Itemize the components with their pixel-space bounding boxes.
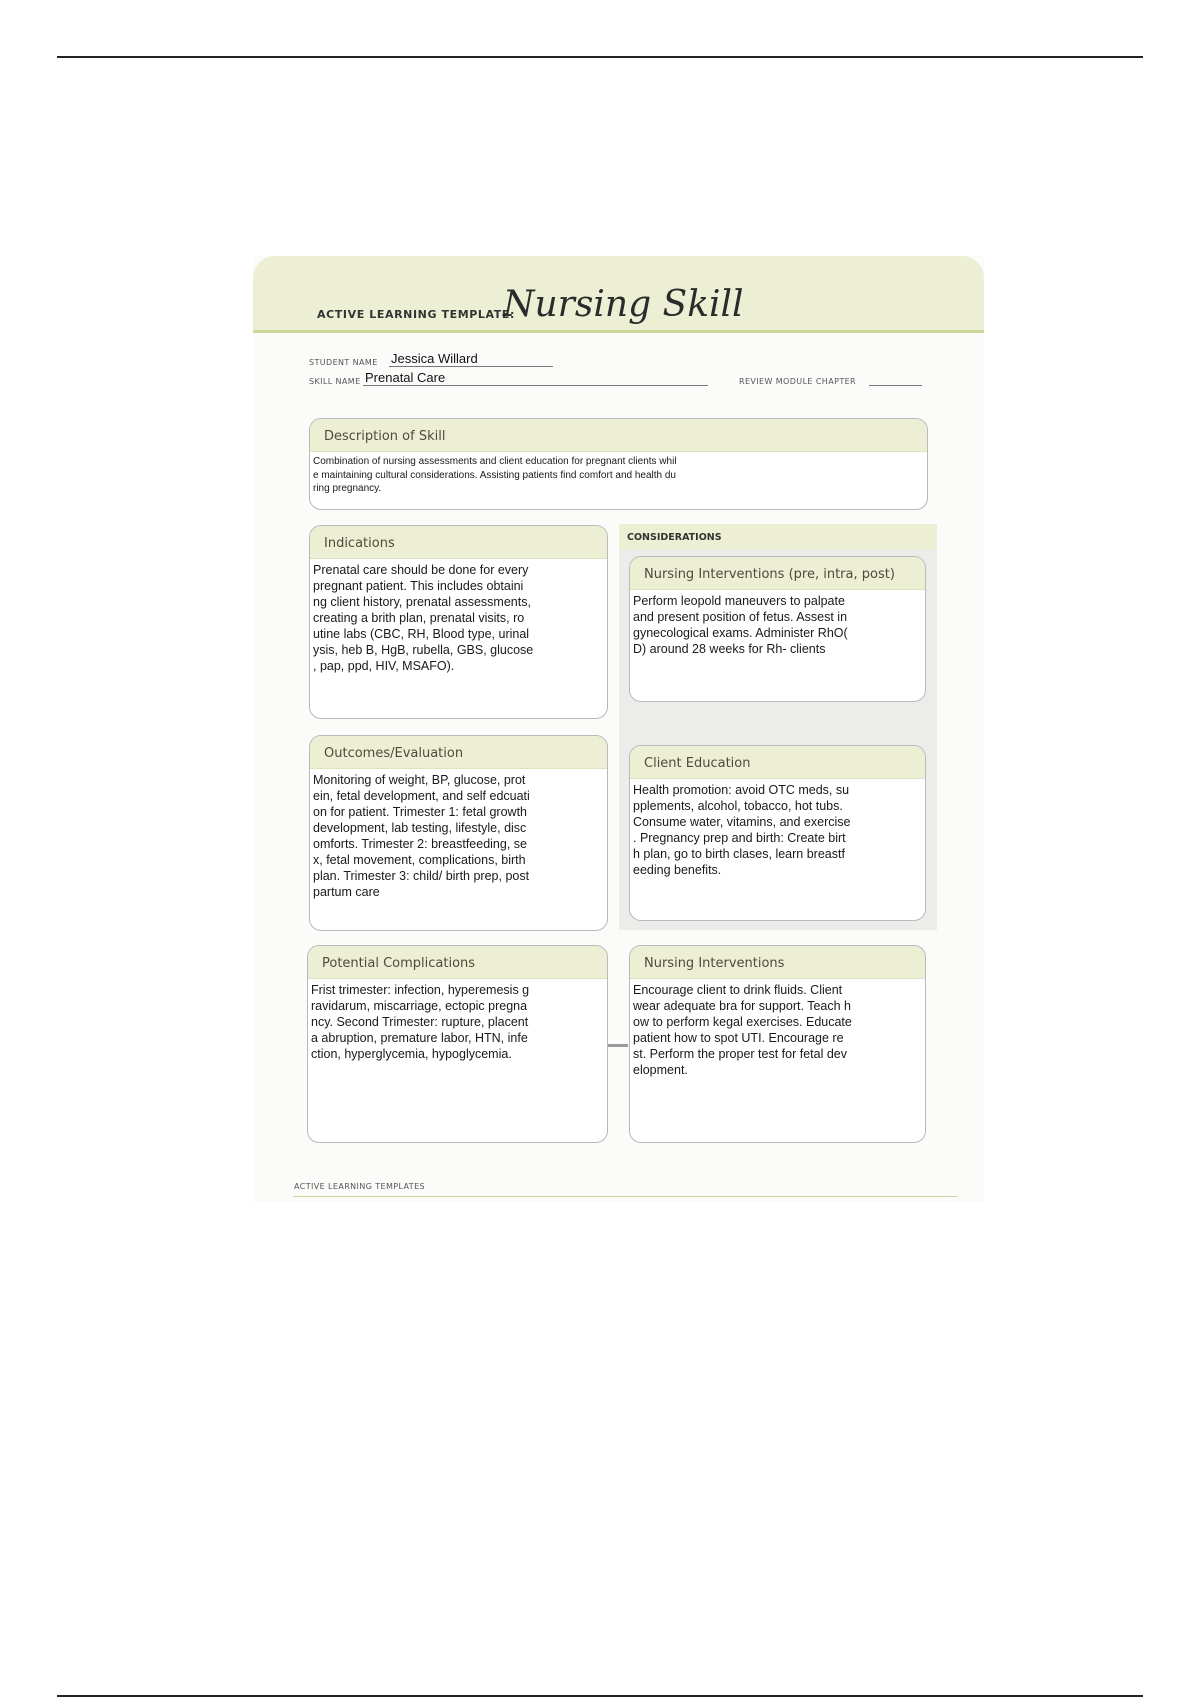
interventions-pre-intra-post-text[interactable]: Perform leopold maneuvers to palpate and present position of fetus. Assest in gynecological exams. Administer RhO( D) around 28 weeks for Rh- clients [633,594,848,656]
description-heading: Description of Skill [310,419,927,452]
indications-heading: Indications [310,526,607,559]
considerations-heading: CONSIDERATIONS [619,524,937,550]
outcomes-text[interactable]: Monitoring of weight, BP, glucose, prot ein, fetal development, and self edcuati on for patient. Trimester 1: fetal growth development, lab testing, lifestyle, disc omforts. Trimester 2: breastfeeding, se x, fetal movement, complications, birth plan. Trimester 3: child/ birth prep, post partum care [313,773,530,899]
complications-connector [608,1044,628,1047]
indications-box [309,525,608,719]
bottom-rule [57,1695,1143,1697]
review-module-label: REVIEW MODULE CHAPTER [739,377,857,386]
footer-line [293,1196,958,1197]
student-name-value[interactable]: Jessica Willard [391,351,478,366]
complications-text[interactable]: Frist trimester: infection, hyperemesis g ravidarum, miscarriage, ectopic pregna ncy. Second Trimester: rupture, placent a abruption, premature labor, HTN, infe ction, hyperglycemia, hypoglycemia. [311,983,530,1061]
client-education-box [629,745,926,921]
student-name-line [389,366,553,367]
interventions-pre-intra-post-box [629,556,926,702]
footer-label: ACTIVE LEARNING TEMPLATES [294,1182,426,1191]
nursing-interventions-text[interactable]: Encourage client to drink fluids. Client wear adequate bra for support. Teach h ow to perform kegal exercises. Educate patient how to spot UTI. Encourage re st. Perform the proper test for fetal dev elopment. [633,983,852,1077]
description-text[interactable]: Combination of nursing assessments and client education for pregnant clients whil e maintaining cultural considerations. Assisting patients find comfort and health du ring pregnancy. [313,456,677,494]
skill-name-line [363,385,708,386]
complications-box [307,945,608,1143]
nursing-skill-template [253,256,984,1202]
description-box [309,418,928,510]
skill-name-value[interactable]: Prenatal Care [365,370,446,385]
outcomes-heading: Outcomes/Evaluation [310,736,607,769]
client-education-text[interactable]: Health promotion: avoid OTC meds, su pplements, alcohol, tobacco, hot tubs. Consume water, vitamins, and exercise . Pregnancy prep and birth: Create birt h plan, go to birth clases, learn breastf eeding benefits. [633,783,851,877]
indications-text[interactable]: Prenatal care should be done for every pregnant patient. This includes obtaini ng client history, prenatal assessments, creating a brith plan, prenatal visits, ro utine labs (CBC, RH, Blood type, urinal ysis, heb B, HgB, rubella, GBS, glucose , pap, ppd, HIV, MSAFO). [313,563,534,673]
nursing-interventions-box [629,945,926,1143]
interventions-pre-intra-post-heading: Nursing Interventions (pre, intra, post) [630,557,925,590]
student-name-label: STUDENT NAME [309,358,378,367]
template-kicker: ACTIVE LEARNING TEMPLATE: [317,308,516,321]
nursing-interventions-heading: Nursing Interventions [630,946,925,979]
template-banner [253,256,984,333]
review-module-line[interactable] [869,385,922,386]
outcomes-box [309,735,608,931]
top-rule [57,56,1143,58]
skill-name-label: SKILL NAME [309,377,361,386]
complications-heading: Potential Complications [308,946,607,979]
client-education-heading: Client Education [630,746,925,779]
template-title: Nursing Skill [503,284,744,325]
